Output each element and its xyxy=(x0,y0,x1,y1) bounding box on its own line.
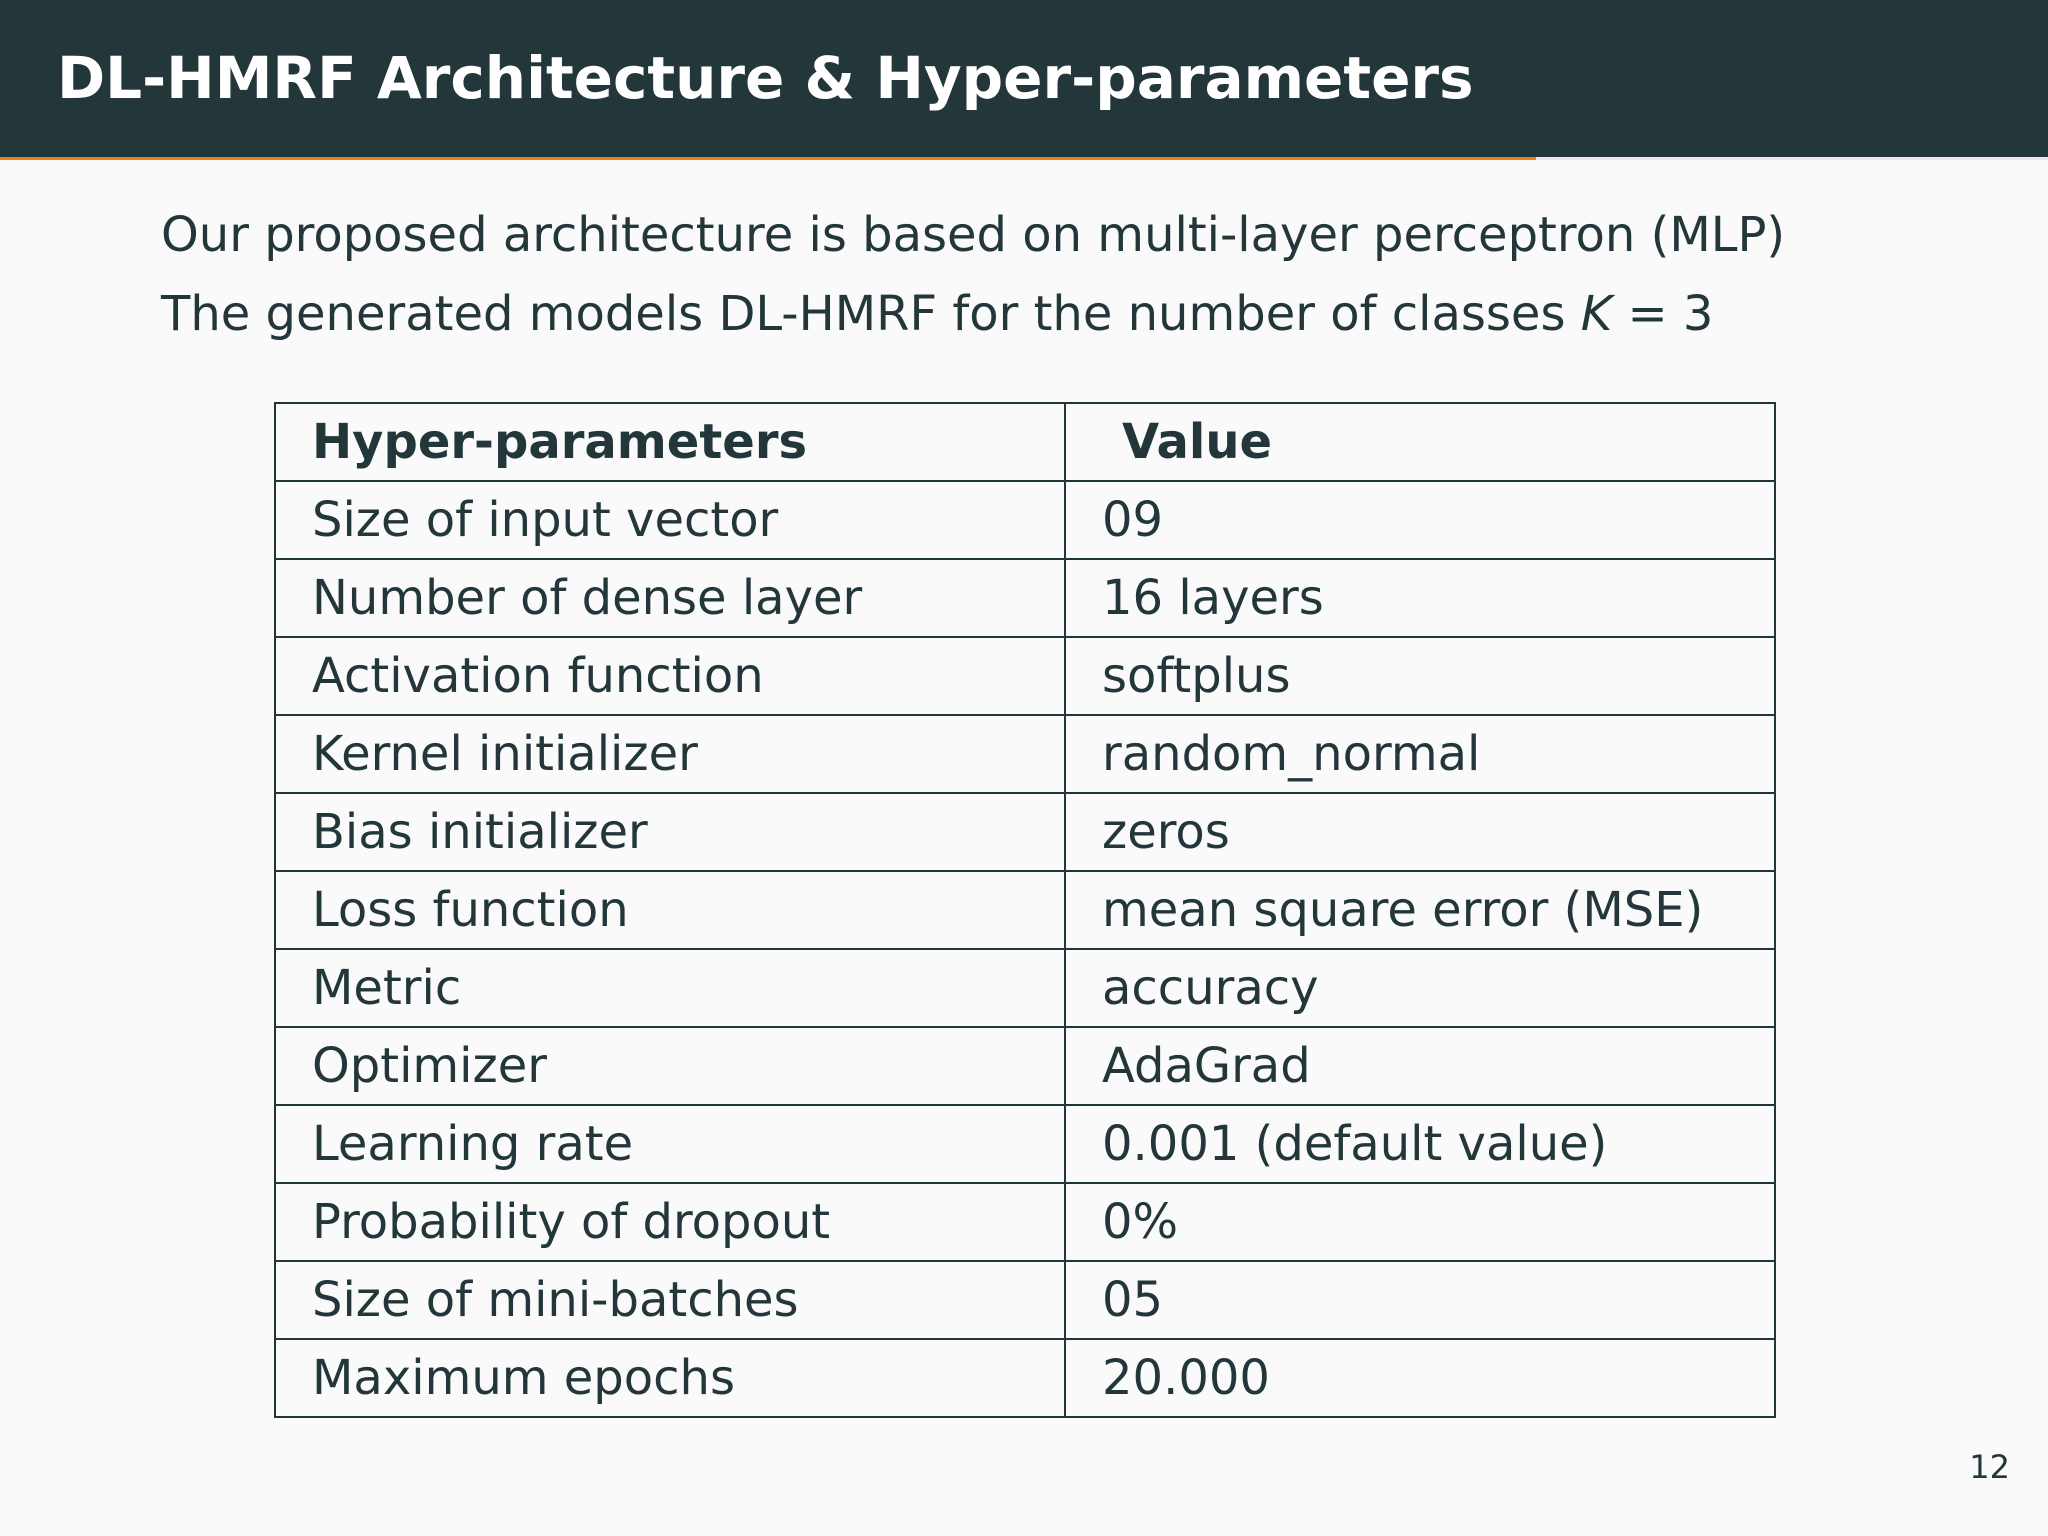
intro-line-2-suffix: = 3 xyxy=(1612,286,1714,342)
intro-line-1: Our proposed architecture is based on multi-layer perceptron (MLP) xyxy=(161,207,1786,263)
param-value: random_normal xyxy=(1065,715,1775,793)
param-name: Activation function xyxy=(275,637,1065,715)
page-number: 12 xyxy=(1969,1448,2010,1486)
progress-bar xyxy=(0,157,1536,160)
param-name: Optimizer xyxy=(275,1027,1065,1105)
table-row xyxy=(275,793,1775,871)
table-row xyxy=(275,715,1775,793)
param-name: Probability of dropout xyxy=(275,1183,1065,1261)
table-row xyxy=(275,1183,1775,1261)
param-value: 16 layers xyxy=(1065,559,1775,637)
table-header-row xyxy=(275,403,1775,481)
param-name: Size of mini-batches xyxy=(275,1261,1065,1339)
param-name: Loss function xyxy=(275,871,1065,949)
table-row xyxy=(275,559,1775,637)
table-row xyxy=(275,1261,1775,1339)
table-row xyxy=(275,481,1775,559)
table-row xyxy=(275,949,1775,1027)
param-name: Bias initializer xyxy=(275,793,1065,871)
table-row xyxy=(275,871,1775,949)
param-name: Kernel initializer xyxy=(275,715,1065,793)
param-value: accuracy xyxy=(1065,949,1775,1027)
param-name: Learning rate xyxy=(275,1105,1065,1183)
param-value: 0% xyxy=(1065,1183,1775,1261)
table-row xyxy=(275,1339,1775,1417)
param-value: 0.001 (default value) xyxy=(1065,1105,1775,1183)
slide-header xyxy=(0,0,2048,157)
param-value: softplus xyxy=(1065,637,1775,715)
param-value: zeros xyxy=(1065,793,1775,871)
intro-text xyxy=(161,196,1961,354)
slide-title: DL-HMRF Architecture & Hyper-parameters xyxy=(57,44,1474,112)
param-value: 20.000 xyxy=(1065,1339,1775,1417)
param-value: 05 xyxy=(1065,1261,1775,1339)
hyperparameter-table xyxy=(274,402,1776,1418)
table-row xyxy=(275,1027,1775,1105)
column-header-value: Value xyxy=(1065,403,1775,481)
intro-line-2-prefix: The generated models DL-HMRF for the number of classes xyxy=(161,286,1581,342)
intro-line-2-variable: K xyxy=(1580,286,1613,342)
table-row xyxy=(275,637,1775,715)
param-name: Maximum epochs xyxy=(275,1339,1065,1417)
param-name: Metric xyxy=(275,949,1065,1027)
column-header-parameter: Hyper-parameters xyxy=(275,403,1065,481)
table-row xyxy=(275,1105,1775,1183)
param-name: Number of dense layer xyxy=(275,559,1065,637)
intro-line-2 xyxy=(161,275,1961,354)
param-value: mean square error (MSE) xyxy=(1065,871,1775,949)
param-value: 09 xyxy=(1065,481,1775,559)
param-name: Size of input vector xyxy=(275,481,1065,559)
param-value: AdaGrad xyxy=(1065,1027,1775,1105)
